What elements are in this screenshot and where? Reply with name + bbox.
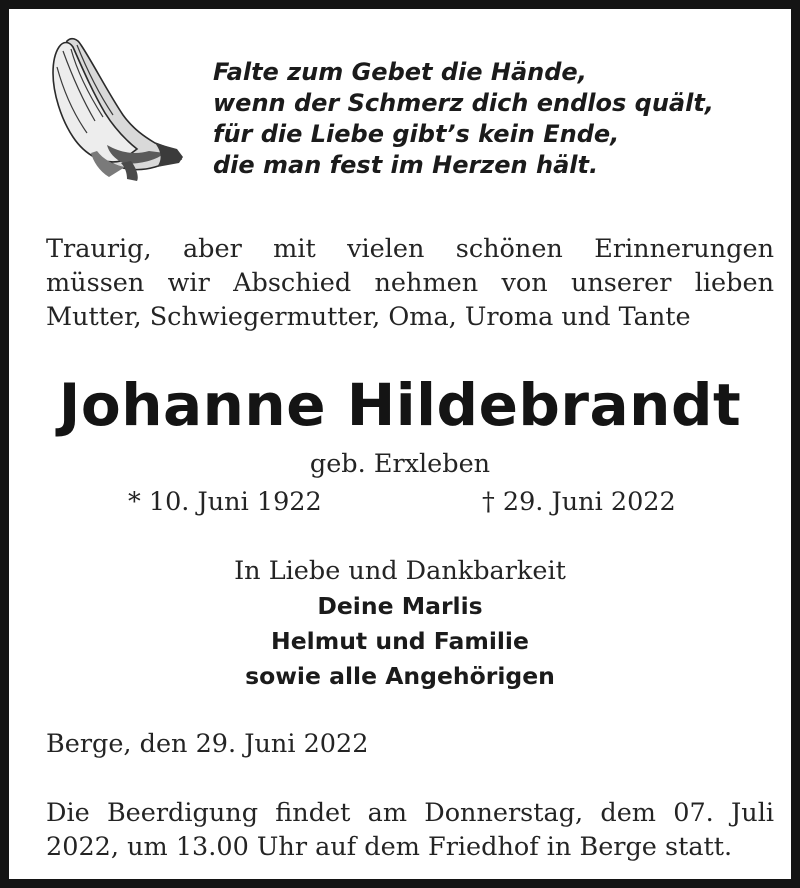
maiden-name: geb. Erxleben [309,449,491,479]
intro-line: Mutter, Schwiegermutter, Oma, Uroma und Tante [46,302,691,332]
place-date: Berge, den 29. Juni 2022 [46,729,369,759]
death-date: † 29. Juni 2022 [482,487,676,517]
signatory: Deine Marlis [317,592,483,620]
funeral-line: 2022, um 13.00 Uhr auf dem Friedhof in Berge statt. [46,832,733,862]
closing-block [9,554,791,694]
praying-hands-icon [37,33,185,183]
poem [213,57,714,181]
closing-intro: In Liebe und Dankbarkeit [234,556,566,586]
funeral-info [46,796,774,864]
intro-line: Traurig, aber mit vielen schönen Erinnerungen [46,234,774,264]
signatory: sowie alle Angehörigen [245,662,555,690]
funeral-line: Die Beerdigung findet am Donnerstag, dem 07. Juli [46,798,774,828]
poem-line: wenn der Schmerz dich endlos quält, [213,89,714,117]
deceased-name: Johanne Hildebrandt [58,371,742,439]
intro-line: müssen wir Abschied nehmen von unserer lieben [46,268,774,298]
signatory: Helmut und Familie [271,627,529,655]
intro-text [46,232,774,334]
poem-line: für die Liebe gibt’s kein Ende, [213,120,620,148]
poem-line: die man fest im Herzen hält. [213,151,599,179]
poem-line: Falte zum Gebet die Hände, [213,58,587,86]
birth-date: * 10. Juni 1922 [128,487,322,517]
